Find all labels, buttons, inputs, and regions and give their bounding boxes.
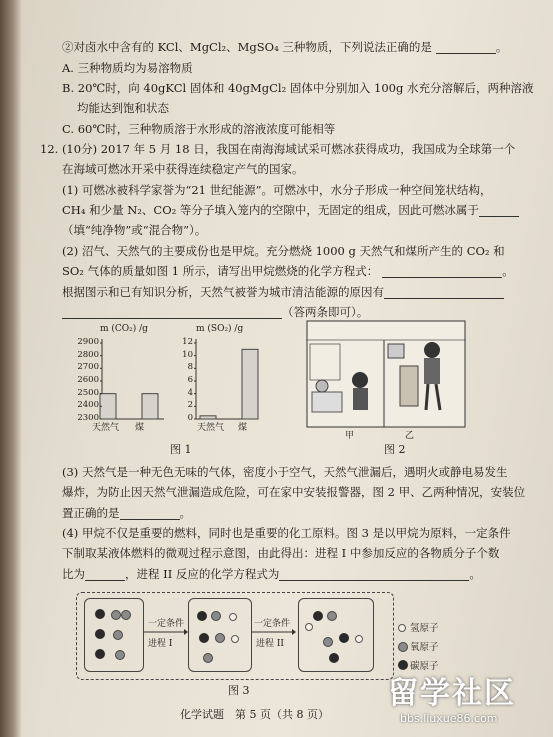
oxygen-atom (323, 637, 333, 647)
fig3-cond2: 一定条件 (254, 619, 291, 629)
so2-tick-label: 2 (187, 400, 193, 411)
carbon-atom (95, 649, 105, 659)
q-line: 比为 ，进程 II 反应的化学方程式为 。 (62, 567, 481, 581)
co2-bar-1 (142, 394, 158, 419)
q-line: (2) 沼气、天然气的主要成份也是甲烷。充分燃烧 1000 g 天然气和煤所产生的 CO₂ 和 (62, 244, 505, 258)
oxygen-atom (203, 653, 213, 663)
q-line: SO₂ 气体的质量如图 1 所示，请写出甲烷燃烧的化学方程式： 。 (62, 264, 514, 278)
hydrogen-atom (231, 635, 239, 643)
so2-tick-label: 10 (182, 349, 193, 360)
arrow-icon (252, 628, 296, 636)
carbon-atom (313, 611, 323, 621)
q-line: B. 20℃时，向 40gKCl 固体和 40gMgCl₂ 固体中分别加入 100g 水充分溶解后，两种溶液 (62, 81, 534, 95)
legend-hydrogen: 氢原子 (410, 623, 439, 634)
co2-tick-label: 2600 (77, 375, 99, 385)
oxygen-atom (215, 633, 225, 643)
legend-hydrogen-icon (398, 624, 406, 632)
fig3-proc2: 进程 II (256, 639, 284, 649)
q-line: (1) 可燃冰被科学家誉为“21 世纪能源”。可燃冰中，水分子形成一种空间笼状结构， (62, 183, 492, 197)
so2-cat-gas: 天然气 (197, 423, 225, 433)
co2-tick-label: 2800 (77, 349, 99, 360)
fig2-label-jia: 甲 (345, 431, 355, 441)
oxygen-atom (121, 610, 131, 620)
carbon-atom (95, 629, 105, 639)
q-line: 下制取某液体燃料的微观过程示意图，由此得出：进程 I 中参加反应的各物质分子个数 (62, 546, 500, 560)
so2-tick-label: 6 (187, 375, 193, 385)
so2-cat-coal: 煤 (238, 423, 248, 433)
so2-bar-0 (200, 416, 216, 419)
hydrogen-atom (229, 613, 237, 621)
page-edge-shadow (0, 0, 22, 737)
q-line: 爆炸，为防止因天然气泄漏造成危险，可在家中安装报警器，图 2 甲、乙两种情况，安装位 (62, 485, 526, 499)
co2-tick-label: 2500 (77, 387, 99, 398)
carbon-atom (329, 653, 339, 663)
fig3-cond1: 一定条件 (148, 619, 185, 629)
q-line: (4) 甲烷不仅是重要的燃料，同时也是重要的化工原料。图 3 是以甲烷为原料，一定条件 (62, 526, 511, 540)
co2-tick-label: 2900 (77, 337, 99, 347)
q-line: (3) 天然气是一种无色无味的气体，密度小于空气，天然气泄漏后，遇明火或静电易发生 (62, 465, 508, 479)
fig3-box-start (84, 598, 144, 672)
co2-bar-0 (100, 394, 116, 419)
figure-2-caption: 图 2 (384, 443, 406, 456)
q-line: （答两条即可）。 (62, 305, 368, 319)
q-line: 12. (10分) 2017 年 5 月 18 日，我国在南海海域试采可燃冰获得成功，我国成为全球第一个 (40, 142, 516, 156)
carbon-atom (197, 611, 207, 621)
legend-oxygen-icon (398, 642, 408, 652)
oxygen-atom (211, 611, 221, 621)
q-line: 置正确的是 。 (62, 506, 191, 520)
co2-cat-coal: 煤 (135, 423, 145, 433)
oxygen-atom (115, 650, 125, 660)
carbon-atom (199, 633, 209, 643)
q-line: （填“纯净物”或“混合物”）。 (62, 223, 207, 237)
fig3-box-end (298, 598, 374, 672)
fig3-box-mid (188, 598, 252, 672)
arrow-icon (144, 628, 188, 636)
legend-carbon: 碳原子 (410, 661, 439, 672)
fig3-proc1: 进程 I (148, 639, 173, 649)
q-line: 根据图示和已有知识分析，天然气被誉为城市清洁能源的原因有 (62, 285, 504, 299)
q-line: C. 60℃时，三种物质溶于水形成的溶液浓度可能相等 (62, 122, 336, 136)
q-line: 均能达到饱和状态 (77, 101, 169, 115)
oxygen-atom (327, 611, 337, 621)
hydrogen-atom (355, 635, 363, 643)
watermark-logo: 留学社区 (388, 676, 516, 711)
fig2-label-yi: 乙 (405, 431, 415, 441)
co2-tick-label: 2400 (77, 400, 99, 411)
co2-tick-label: 2700 (77, 362, 99, 373)
watermark-url: bbs.liuxue86.com (400, 712, 498, 725)
so2-tick-label: 8 (187, 362, 193, 373)
figure-1-caption: 图 1 (170, 443, 192, 456)
so2-chart-title: m (SO₂) /g (196, 324, 244, 334)
oxygen-atom (113, 630, 123, 640)
q-line: CH₄ 和少量 N₂、CO₂ 等分子填入笼内的空隙中，无固定的组成，因此可燃冰属于 (62, 203, 519, 217)
page-footer: 化学试题 第 5 页（共 8 页） (180, 708, 329, 721)
so2-tick-label: 4 (187, 387, 193, 398)
so2-bar-1 (242, 349, 258, 419)
co2-chart-title: m (CO₂) /g (100, 324, 148, 334)
figure-3-caption: 图 3 (228, 684, 250, 697)
legend-oxygen: 氧原子 (410, 642, 439, 653)
carbon-atom (95, 609, 105, 619)
hydrogen-atom (305, 623, 313, 631)
q-line: A. 三种物质均为易溶物质 (62, 61, 193, 75)
so2-tick-label: 12 (182, 337, 193, 347)
q-line: 在海域可燃冰开采中获得连续稳定产气的国家。 (62, 162, 304, 176)
q-line: ②对卤水中含有的 KCl、MgCl₂、MgSO₄ 三种物质，下列说法正确的是 。 (62, 40, 508, 54)
oxygen-atom (111, 610, 121, 620)
carbon-atom (339, 633, 349, 643)
so2-tick-label: 0 (187, 413, 193, 423)
co2-tick-label: 2300 (77, 413, 99, 423)
figure-2-illustration (306, 320, 466, 430)
co2-cat-gas: 天然气 (92, 423, 120, 433)
